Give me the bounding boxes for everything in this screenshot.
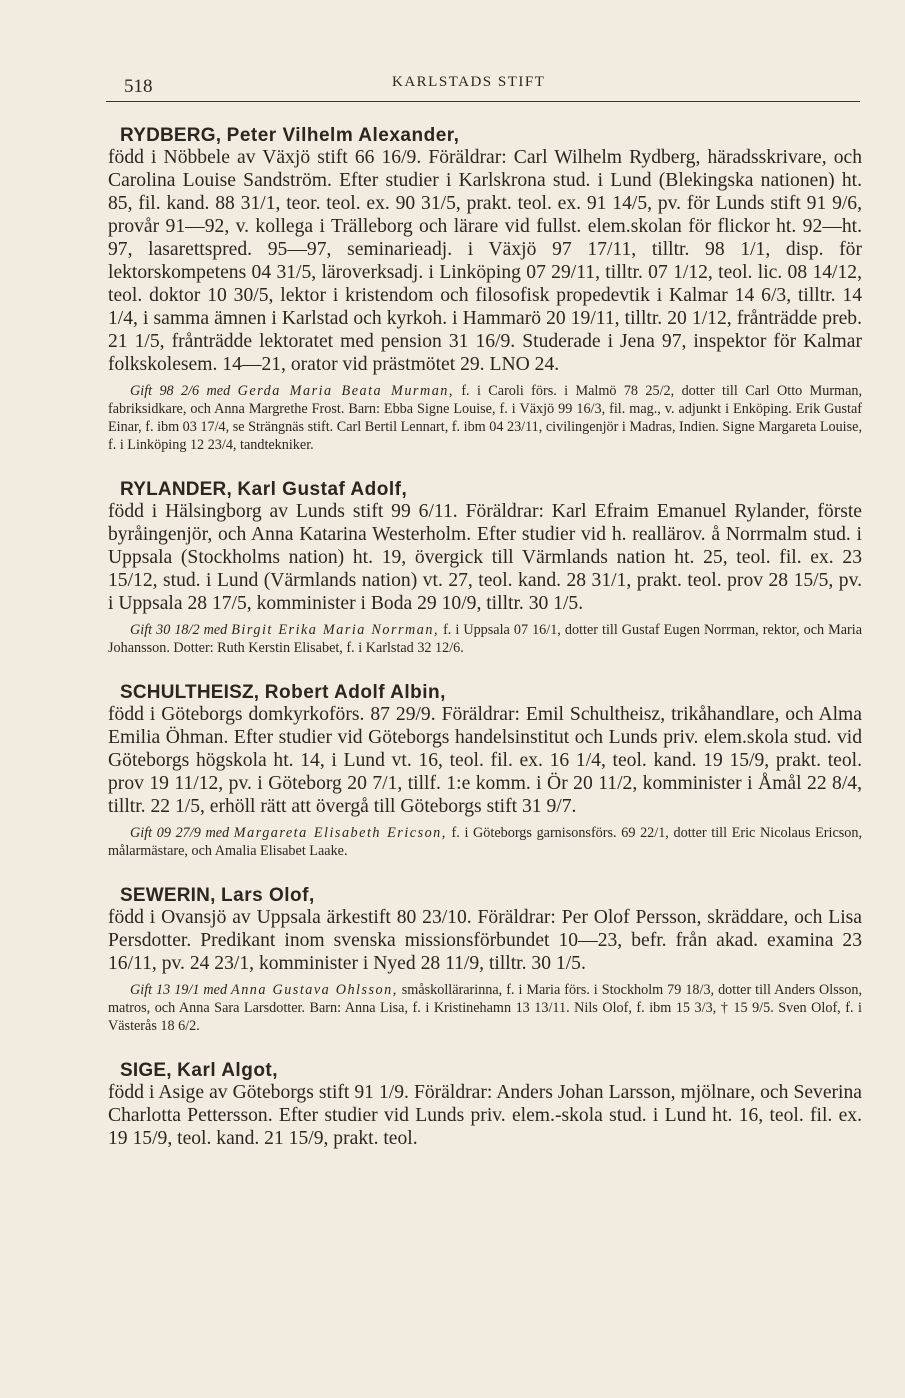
entry-biography: född i Nöbbele av Växjö stift 66 16/9. Föräldrar: Carl Wilhelm Rydberg, häradsskrivare, och Carolina Louise Sandström. Efter studier i Karlskrona stud. i Lund (Blekingska nationen) ht. 85, fil. kand. 88 31/1, teor. teol. ex. 90 31/5, prakt. teol. ex. 91 14/5, pv. för Lunds stift 91 9/6, provår 91—92, v. kollega i Trälleborg och lärare vid fullst. elem.skolan för flickor ht. 92—ht. 97, lasarettspred. 95—97, seminarieadj. i Växjö 97 17/11, tilltr. 98 1/1, disp. för lektorskompetens 04 31/5, läroverksadj. i Linköping 07 29/11, tilltr. 07 1/12, teol. lic. 08 14/12, teol. doktor 10 30/5, lektor i kristendom och filosofisk propedevtik i Kalmar 14 6/3, tilltr. 14 1/4, i samma ämnen i Karlstad och kyrkoh. i Hammarö 20 19/11, tilltr. 20 1/12, frånträdde preb. 21 1/5, frånträdde lektoratet med pension 31 16/9. Studerade i Jena 97, inspektor för Kalmar folkskolesem. 14—21, orator vid prästmötet 29. LNO 24. [108, 147, 862, 375]
entry-biography: född i Asige av Göteborgs stift 91 1/9. Föräldrar: Anders Johan Larsson, mjölnare, och Severina Charlotta Pettersson. Efter studier vid Lunds priv. elem.-skola stud. i Lund ht. 16, teol. fil. ex. 19 15/9, teol. kand. 21 15/9, prakt. teol. [108, 1082, 862, 1149]
family-gift: Gift 30 18/2 med [130, 622, 228, 638]
family-gift: Gift 98 2/6 med [130, 383, 231, 399]
family-gift: Gift 13 19/1 med [130, 982, 228, 998]
running-title: KARLSTADS STIFT [392, 74, 546, 90]
family-gift: Gift 09 27/9 med [130, 825, 230, 841]
page-body [108, 126, 862, 1176]
family-details: f. i Caroli förs. i Malmö 78 25/2, dotter till Carl Otto Murman, fabriksidkare, och Anna Margrethe Frost. Barn: Ebba Signe Louise, f. i Växjö 99 16/3, fil. mag., v. adjunkt i Enköping. Erik Gustaf Einar, f. ibm 03 17/4, se Strängnäs stift. Carl Bertil Lennart, f. ibm 04 23/11, civilingenjör i Madras, Indien. Signe Margareta Louise, f. i Linköping 12 23/4, tandtekniker. [108, 383, 863, 453]
entry-family [108, 621, 862, 657]
entry-sewerin [108, 886, 862, 1035]
family-details: f. i Uppsala 07 16/1, dotter till Gustaf Eugen Norrman, rektor, och Maria Johansson. Dotter: Ruth Kerstin Elisabet, f. i Karlstad 32 12/6. [108, 622, 863, 656]
family-spouse: Margareta Elisabeth Ericson, [233, 825, 447, 841]
entry-given-names: Robert Adolf Albin, [264, 682, 446, 703]
entry-name [120, 1061, 862, 1081]
entry-given-names: Karl Gustaf Adolf, [237, 479, 408, 500]
entry-surname: SCHULTHEISZ, [120, 682, 260, 703]
family-spouse: Birgit Erika Maria Norrman, [231, 622, 440, 638]
family-details: småskollärarinna, f. i Maria förs. i Stockholm 79 18/3, dotter till Anders Olsson, matros, och Anna Sara Larsdotter. Barn: Anna Lisa, f. i Kristinehamn 13 13/11. Nils Olof, f. ibm 15 3/3, † 15 9/5. Sven Olof, f. i Västerås 18 6/2. [108, 982, 863, 1034]
entry-surname: RYDBERG, [120, 125, 222, 146]
entry-given-names: Lars Olof, [221, 885, 315, 906]
family-spouse: Gerda Maria Beata Murman, [237, 383, 454, 399]
entry-name [120, 683, 862, 703]
entry-family [108, 981, 862, 1035]
entry-sige [108, 1061, 862, 1150]
entry-surname: RYLANDER, [120, 479, 232, 500]
entry-rydberg [108, 126, 862, 454]
family-spouse: Anna Gustava Ohlsson, [231, 982, 398, 998]
entry-surname: SEWERIN, [120, 885, 216, 906]
entry-name [120, 126, 862, 146]
page-number: 518 [124, 76, 153, 97]
entry-schultheisz [108, 683, 862, 860]
entry-family [108, 824, 862, 860]
entry-name [120, 886, 862, 906]
entry-given-names: Karl Algot, [177, 1060, 279, 1081]
page-header [106, 72, 862, 98]
entry-biography: född i Hälsingborg av Lunds stift 99 6/11. Föräldrar: Karl Efraim Emanuel Rylander, förste byråingenjör, och Anna Katarina Westerholm. Efter studier vid h. reallärov. å Norrmalm stud. i Uppsala (Stockholms nation) ht. 19, övergick till Värmlands nation ht. 25, teol. fil. ex. 23 15/12, stud. i Lund (Värmlands nation) vt. 27, teol. kand. 28 31/1, prakt. teol. prov 28 15/5, pv. i Uppsala 28 17/5, komminister i Boda 29 10/9, tilltr. 30 1/5. [108, 501, 862, 614]
family-details: f. i Göteborgs garnisonsförs. 69 22/1, dotter till Eric Nicolaus Ericson, målarmästare, och Amalia Elisabet Laake. [108, 825, 862, 859]
entry-biography: född i Göteborgs domkyrkoförs. 87 29/9. Föräldrar: Emil Schultheisz, trikåhandlare, och Alma Emilia Öhman. Efter studier vid Göteborgs handelsinstitut och Lunds priv. elem.skola stud. vid Göteborgs högskola ht. 14, i Lund vt. 16, teol. fil. ex. 16 1/4, teol. kand. 19 15/9, prakt. teol. prov 19 11/12, pv. i Göteborg 20 7/1, tillf. 1:e komm. i Ör 20 11/2, komminister i Åmål 22 8/4, tilltr. 22 1/5, erhöll rätt att övergå till Göteborgs stift 31 9/7. [108, 704, 862, 817]
entry-surname: SIGE, [120, 1060, 172, 1081]
entry-given-names: Peter Vilhelm Alexander, [226, 125, 460, 146]
header-rule [106, 101, 860, 102]
entry-name [120, 480, 862, 500]
entry-biography: född i Ovansjö av Uppsala ärkestift 80 23/10. Föräldrar: Per Olof Persson, skräddare, och Lisa Persdotter. Predikant inom svenska missionsförbundet 10—23, befr. från akad. examina 23 16/11, pv. 24 23/1, komminister i Nyed 28 11/9, tilltr. 30 1/5. [108, 907, 862, 974]
entry-family [108, 382, 862, 454]
entry-rylander [108, 480, 862, 657]
